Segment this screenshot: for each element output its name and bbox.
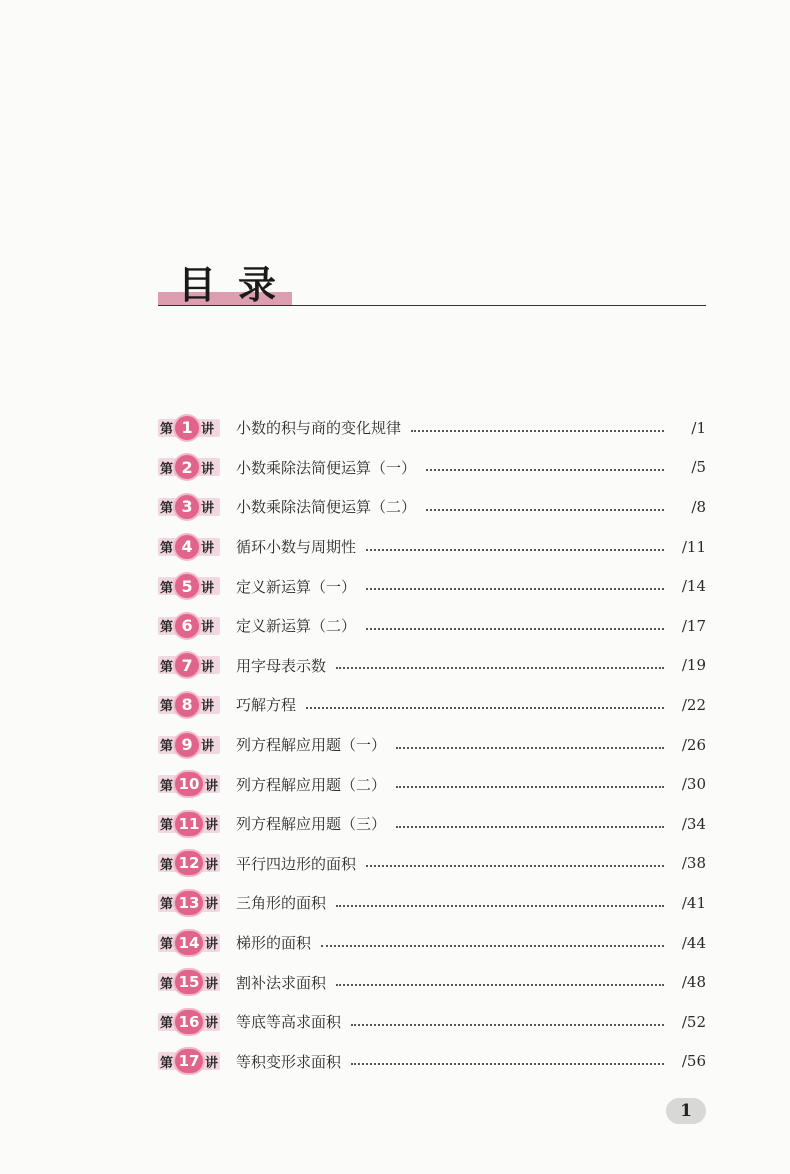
dot-leader: [396, 786, 664, 788]
badge-suffix: 讲: [205, 937, 219, 953]
toc-entry-page: /30: [681, 775, 706, 794]
toc-entry-title: 等积变形求面积: [236, 1052, 342, 1071]
dot-leader: [306, 707, 664, 709]
page-number: 1: [666, 1098, 706, 1124]
toc-entry[interactable]: [158, 1002, 706, 1042]
lecture-number: 7: [175, 653, 199, 677]
lecture-badge: [158, 574, 222, 598]
badge-suffix: 讲: [205, 818, 219, 834]
lecture-badge: [158, 812, 222, 836]
badge-suffix: 讲: [201, 739, 215, 755]
toc-entry[interactable]: [158, 566, 706, 606]
lecture-number: 1: [175, 416, 199, 440]
badge-suffix: 讲: [201, 580, 215, 596]
dot-leader: [366, 588, 664, 590]
badge-prefix: 第: [160, 422, 174, 438]
badge-prefix: 第: [160, 778, 174, 794]
lecture-badge: [158, 733, 222, 757]
toc-entry[interactable]: [158, 725, 706, 765]
toc-entry-title: 梯形的面积: [236, 934, 312, 953]
toc-entry-page: /26: [681, 735, 706, 754]
toc-entry-page: /11: [681, 537, 706, 556]
toc-entry-title: 列方程解应用题（一）: [236, 736, 387, 755]
badge-prefix: 第: [160, 739, 174, 755]
lecture-number: 9: [175, 733, 199, 757]
dot-leader: [411, 430, 664, 432]
lecture-number: 5: [175, 574, 199, 598]
toc-entry[interactable]: [158, 764, 706, 804]
badge-suffix: 讲: [205, 778, 219, 794]
badge-prefix: 第: [160, 541, 174, 557]
toc-entry-title: 循环小数与周期性: [236, 538, 357, 557]
lecture-badge: [158, 614, 222, 638]
toc-entry-title: 小数乘除法简便运算（二）: [236, 498, 417, 517]
lecture-badge: [158, 931, 222, 955]
badge-suffix: 讲: [205, 1016, 219, 1032]
dot-leader: [366, 628, 664, 630]
toc-entry[interactable]: [158, 448, 706, 488]
toc-entry[interactable]: [158, 923, 706, 963]
table-of-contents: [158, 408, 706, 1081]
toc-entry-page: /38: [681, 854, 706, 873]
lecture-badge: [158, 970, 222, 994]
toc-entry-page: /52: [681, 1012, 706, 1031]
lecture-number: 2: [175, 455, 199, 479]
badge-prefix: 第: [160, 659, 174, 675]
badge-suffix: 讲: [201, 422, 215, 438]
badge-suffix: 讲: [201, 541, 215, 557]
badge-suffix: 讲: [201, 699, 215, 715]
lecture-badge: [158, 772, 222, 796]
dot-leader: [336, 905, 664, 907]
lecture-number: 4: [175, 535, 199, 559]
badge-suffix: 讲: [205, 857, 219, 873]
toc-entry-title: 小数乘除法简便运算（一）: [236, 458, 417, 477]
toc-entry[interactable]: [158, 527, 706, 567]
toc-entry[interactable]: [158, 408, 706, 448]
page-title: 目录: [178, 263, 299, 307]
lecture-badge: [158, 653, 222, 677]
badge-prefix: 第: [160, 818, 174, 834]
lecture-number: 15: [175, 970, 203, 994]
dot-leader: [351, 1063, 664, 1065]
toc-entry[interactable]: [158, 883, 706, 923]
toc-entry-title: 小数的积与商的变化规律: [236, 419, 402, 438]
lecture-badge: [158, 693, 222, 717]
toc-entry-page: /34: [681, 814, 706, 833]
toc-entry-page: /8: [691, 497, 706, 516]
dot-leader: [426, 469, 664, 471]
lecture-badge: [158, 416, 222, 440]
dot-leader: [366, 865, 664, 867]
badge-prefix: 第: [160, 580, 174, 596]
lecture-number: 17: [175, 1049, 203, 1073]
badge-prefix: 第: [160, 1055, 174, 1071]
toc-entry-page: /56: [681, 1052, 706, 1071]
toc-entry-page: /5: [691, 458, 706, 477]
toc-entry[interactable]: [158, 685, 706, 725]
toc-entry-title: 用字母表示数: [236, 656, 327, 675]
lecture-number: 3: [175, 495, 199, 519]
lecture-number: 14: [175, 931, 203, 955]
lecture-badge: [158, 1049, 222, 1073]
lecture-badge: [158, 535, 222, 559]
lecture-number: 6: [175, 614, 199, 638]
toc-entry-title: 巧解方程: [236, 696, 297, 715]
badge-prefix: 第: [160, 976, 174, 992]
dot-leader: [366, 549, 664, 551]
dot-leader: [336, 984, 664, 986]
badge-prefix: 第: [160, 461, 174, 477]
toc-entry[interactable]: [158, 646, 706, 686]
toc-heading: [158, 262, 706, 308]
lecture-badge: [158, 851, 222, 875]
toc-entry-title: 定义新运算（一）: [236, 577, 357, 596]
badge-suffix: 讲: [201, 501, 215, 517]
lecture-number: 10: [175, 772, 203, 796]
toc-entry-title: 定义新运算（二）: [236, 617, 357, 636]
lecture-badge: [158, 891, 222, 915]
toc-entry-title: 割补法求面积: [236, 973, 327, 992]
toc-entry-page: /19: [681, 656, 706, 675]
toc-entry[interactable]: [158, 962, 706, 1002]
toc-entry-title: 平行四边形的面积: [236, 854, 357, 873]
badge-prefix: 第: [160, 501, 174, 517]
toc-entry[interactable]: [158, 844, 706, 884]
toc-entry-page: /44: [681, 933, 706, 952]
toc-entry[interactable]: [158, 1042, 706, 1082]
badge-suffix: 讲: [201, 659, 215, 675]
dot-leader: [336, 667, 664, 669]
badge-suffix: 讲: [205, 1055, 219, 1071]
badge-prefix: 第: [160, 1016, 174, 1032]
dot-leader: [396, 826, 664, 828]
lecture-badge: [158, 495, 222, 519]
toc-entry-page: /1: [691, 418, 706, 437]
dot-leader: [426, 509, 664, 511]
title-underline: [158, 305, 706, 306]
badge-suffix: 讲: [201, 461, 215, 477]
lecture-number: 12: [175, 851, 203, 875]
badge-prefix: 第: [160, 897, 174, 913]
toc-entry-title: 三角形的面积: [236, 894, 327, 913]
toc-entry-page: /14: [681, 577, 706, 596]
dot-leader: [321, 945, 664, 947]
lecture-badge: [158, 455, 222, 479]
lecture-number: 8: [175, 693, 199, 717]
badge-suffix: 讲: [201, 620, 215, 636]
dot-leader: [396, 747, 664, 749]
dot-leader: [351, 1024, 664, 1026]
badge-prefix: 第: [160, 699, 174, 715]
toc-entry-page: /41: [681, 893, 706, 912]
toc-entry-page: /22: [681, 695, 706, 714]
lecture-badge: [158, 1010, 222, 1034]
badge-prefix: 第: [160, 937, 174, 953]
lecture-number: 11: [175, 812, 203, 836]
badge-prefix: 第: [160, 857, 174, 873]
toc-entry-title: 列方程解应用题（二）: [236, 775, 387, 794]
toc-entry[interactable]: [158, 804, 706, 844]
badge-suffix: 讲: [205, 976, 219, 992]
badge-prefix: 第: [160, 620, 174, 636]
toc-entry-title: 列方程解应用题（三）: [236, 815, 387, 834]
lecture-number: 16: [175, 1010, 203, 1034]
lecture-number: 13: [175, 891, 203, 915]
toc-entry[interactable]: [158, 606, 706, 646]
toc-entry-page: /17: [681, 616, 706, 635]
badge-suffix: 讲: [205, 897, 219, 913]
toc-entry[interactable]: [158, 487, 706, 527]
toc-entry-title: 等底等高求面积: [236, 1013, 342, 1032]
toc-entry-page: /48: [681, 973, 706, 992]
